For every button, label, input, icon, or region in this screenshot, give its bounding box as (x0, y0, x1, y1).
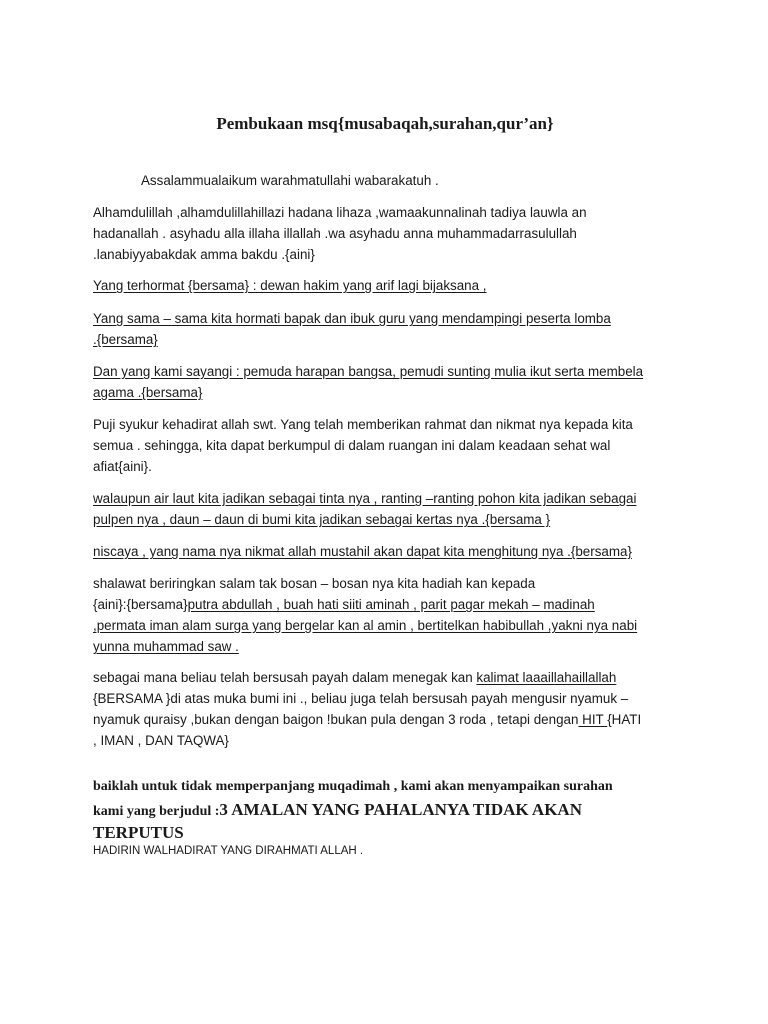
salam-paragraph (141, 170, 721, 191)
paragraph-line: niscaya , yang nama nya nikmat allah mustahil akan dapat kita menghitung nya .{bersama} (93, 544, 632, 559)
underlined-segment: kalimat laaaillahaillallah (476, 670, 617, 685)
paragraph-line: semua . sehingga, kita dapat berkumpul di dalam ruangan ini dalam keadaan sehat wal (93, 438, 611, 453)
paragraph-line (93, 594, 673, 615)
paragraph-puji-syukur (93, 414, 673, 477)
surah-title: 3 AMALAN YANG PAHALANYA TIDAK AKAN (219, 800, 582, 819)
paragraph-guru (93, 308, 673, 350)
paragraph-line: Yang sama – sama kita hormati bapak dan ibuk guru yang mendampingi peserta lomba (93, 311, 611, 326)
paragraph-niscaya (93, 541, 673, 562)
document-title: Pembukaan msq{musabaqah,surahan,qur’an} (216, 114, 554, 133)
paragraph-line: pulpen nya , daun – daun di bumi kita jadikan sebagai kertas nya .{bersama } (93, 512, 551, 527)
paragraph-line: , IMAN , DAN TAQWA} (93, 733, 229, 748)
paragraph-terhormat (93, 275, 673, 296)
surah-title-continued: TERPUTUS (93, 823, 184, 842)
paragraph-line: Puji syukur kehadirat allah swt. Yang telah memberikan rahmat dan nikmat nya kepada kita (93, 417, 633, 432)
hadirin-greeting: HADIRIN WALHADIRAT YANG DIRAHMATI ALLAH . (93, 845, 364, 857)
paragraph-line: hadanallah . asyhadu alla illaha illallah .wa asyhadu anna muhammadarrasulullah (93, 226, 577, 241)
underlined-segment: putra abdullah , buah hati siiti aminah , parit pagar mekah – madinah (187, 597, 595, 612)
closing-line: baiklah untuk tidak memperpanjang muqadimah , kami akan menyampaikan surahan (93, 779, 613, 794)
paragraph-line: afiat{aini}. (93, 459, 152, 474)
document-page (93, 0, 683, 1024)
paragraph-line: agama .{bersama} (93, 385, 203, 400)
text-segment: nyamuk quraisy ,bukan dengan baigon !bukan pula dengan 3 roda , tetapi dengan (93, 712, 579, 727)
paragraph-line: walaupun air laut kita jadikan sebagai tinta nya , ranting –ranting pohon kita jadikan sebagai (93, 491, 637, 506)
text-segment: sebagai mana beliau telah bersusah payah dalam menegak kan (93, 670, 477, 685)
paragraph-air-laut (93, 488, 673, 530)
paragraph-line: ,permata iman alam surga yang bergelar kan al amin , bertitelkan habibullah ,yakni nya nabi (93, 618, 638, 633)
paragraph-line: .{bersama} (93, 332, 158, 347)
paragraph-pemuda (93, 361, 673, 403)
paragraph-shalawat (93, 573, 673, 657)
paragraph-line: shalawat beriringkan salam tak bosan – bosan nya kita hadiah kan kepada (93, 576, 536, 591)
text-segment: {aini}:{bersama} (93, 597, 188, 612)
closing-line (93, 799, 683, 822)
paragraph-line: {BERSAMA }di atas muka bumi ini ., beliau juga telah bersusah payah mengusir nyamuk – (93, 691, 629, 706)
paragraph-line: .lanabiyyabakdak amma bakdu .{aini} (93, 247, 315, 262)
salam-text: Assalammualaikum warahmatullahi wabarakatuh . (141, 173, 439, 188)
paragraph-opening (93, 202, 673, 265)
paragraph-sebagai-mana (93, 667, 673, 751)
paragraph-line (93, 667, 673, 688)
paragraph-line: yunna muhammad saw . (93, 639, 239, 654)
underlined-segment: HIT (578, 712, 608, 727)
paragraph-line: Dan yang kami sayangi : pemuda harapan bangsa, pemudi sunting mulia ikut serta membela (93, 364, 644, 379)
closing-paragraph (93, 776, 683, 844)
paragraph-line (93, 709, 673, 730)
closing-text: kami yang berjudul : (93, 804, 220, 819)
paragraph-line: Yang terhormat {bersama} : dewan hakim yang arif lagi bijaksana , (93, 278, 487, 293)
paragraph-line: Alhamdulillah ,alhamdulillahillazi hadana lihaza ,wamaakunnalinah tadiya lauwla an (93, 205, 587, 220)
text-segment: {HATI (607, 712, 642, 727)
